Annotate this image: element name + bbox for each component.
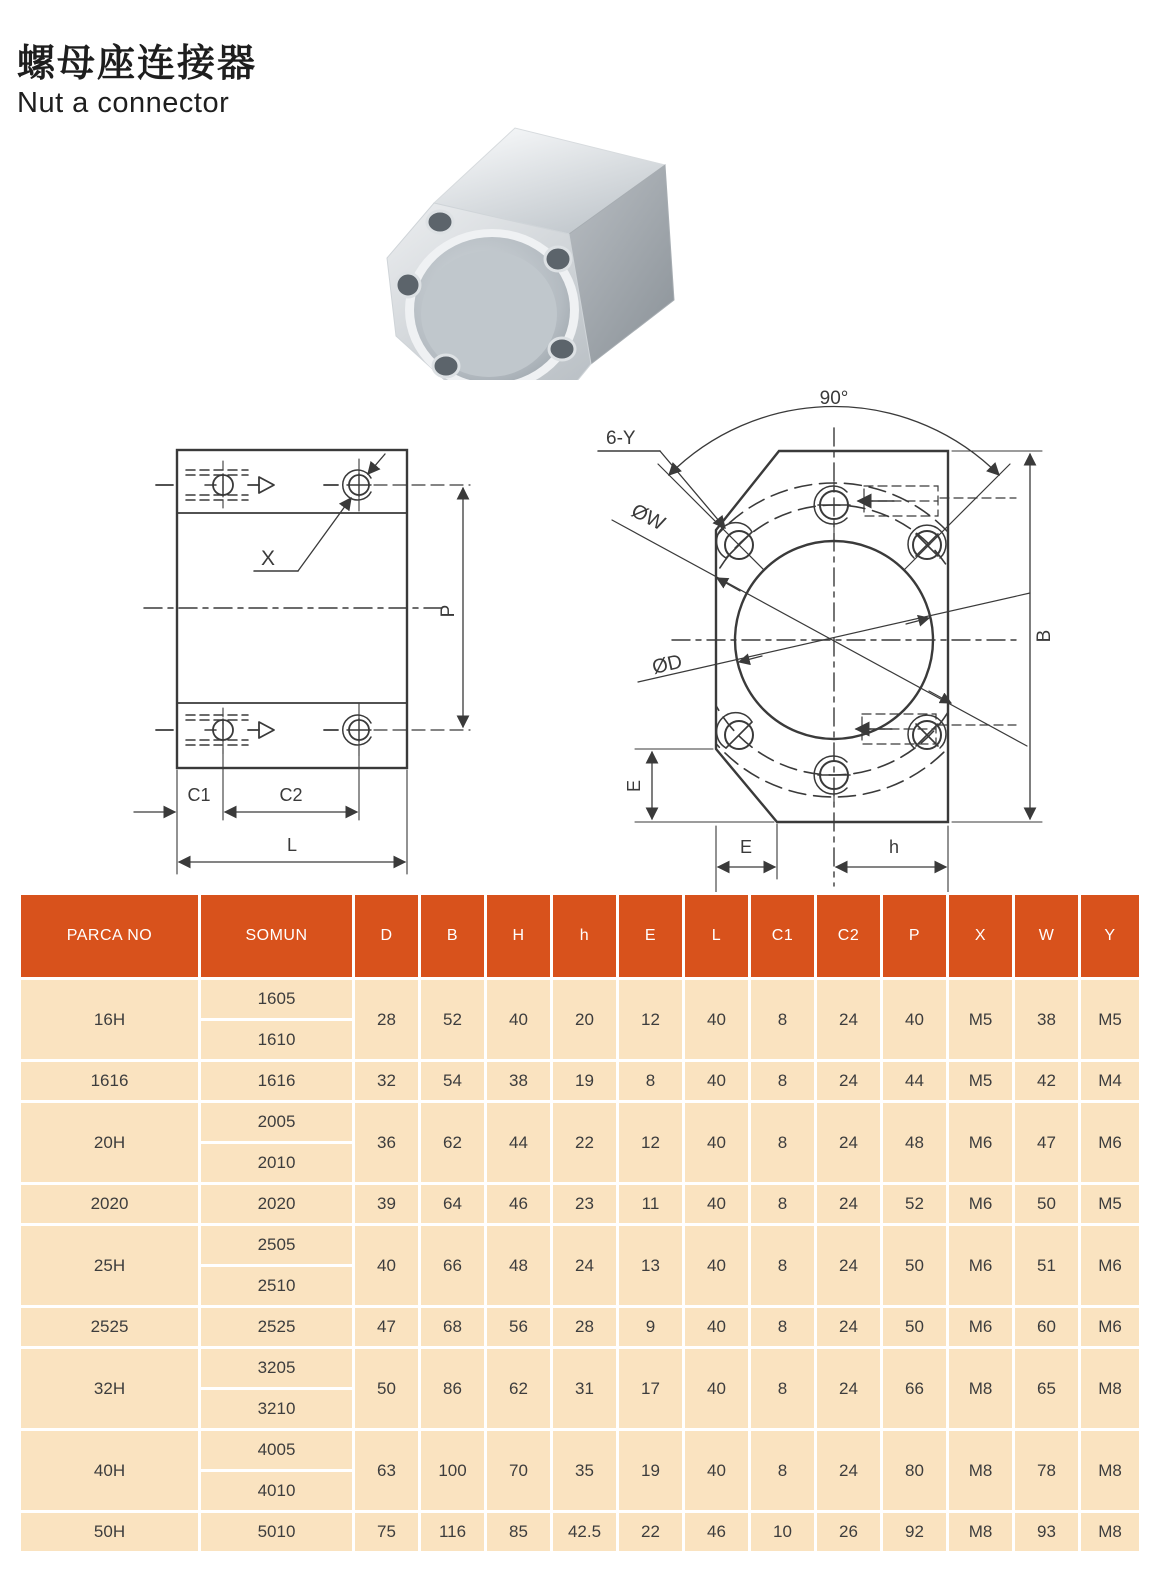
- label-90deg: 90°: [819, 388, 849, 409]
- label-l: L: [286, 835, 298, 855]
- page-title-zh: 螺母座连接器: [17, 43, 258, 85]
- cell-value: 75: [354, 1512, 420, 1553]
- cell-parca: 20H: [20, 1102, 200, 1184]
- cell-somun: 2010: [200, 1143, 354, 1184]
- cell-value: 52: [882, 1184, 948, 1225]
- cell-value: 66: [420, 1225, 486, 1307]
- cell-parca: 16H: [20, 979, 200, 1061]
- col-header-e: E: [618, 894, 684, 979]
- label-b: B: [1034, 629, 1055, 643]
- cell-value: 47: [354, 1307, 420, 1348]
- cell-parca: 2525: [20, 1307, 200, 1348]
- cell-value: 38: [486, 1061, 552, 1102]
- cell-value: 63: [354, 1430, 420, 1512]
- cell-value: 8: [750, 1307, 816, 1348]
- label-phi-w: ØW: [627, 499, 669, 536]
- cell-value: M8: [948, 1512, 1014, 1553]
- col-header-h2: h: [552, 894, 618, 979]
- cell-somun: 1610: [200, 1020, 354, 1061]
- col-header-c2: C2: [816, 894, 882, 979]
- cell-value: M5: [948, 979, 1014, 1061]
- cell-value: M6: [948, 1184, 1014, 1225]
- table-row: [20, 1061, 1141, 1102]
- label-e-bottom: E: [739, 837, 753, 857]
- cell-value: M5: [1080, 1184, 1141, 1225]
- cell-value: 8: [750, 1430, 816, 1512]
- cell-somun: 1605: [200, 979, 354, 1020]
- cell-value: 19: [618, 1430, 684, 1512]
- col-header-b: B: [420, 894, 486, 979]
- label-c2: C2: [279, 785, 303, 805]
- cell-somun: 4005: [200, 1430, 354, 1471]
- side-view-drawing: [128, 428, 488, 878]
- cell-value: M8: [1080, 1348, 1141, 1430]
- cell-value: 12: [618, 979, 684, 1061]
- cell-value: 100: [420, 1430, 486, 1512]
- col-header-y: Y: [1080, 894, 1141, 979]
- cell-value: 24: [816, 1102, 882, 1184]
- col-header-h: H: [486, 894, 552, 979]
- table-row: [20, 1184, 1141, 1225]
- label-6y: 6-Y: [606, 428, 636, 449]
- cell-value: 8: [618, 1061, 684, 1102]
- label-phi-d: ØD: [650, 650, 685, 679]
- cell-somun: 2505: [200, 1225, 354, 1266]
- cell-value: 64: [420, 1184, 486, 1225]
- cell-value: 8: [750, 1348, 816, 1430]
- cell-value: 40: [486, 979, 552, 1061]
- cell-value: 48: [486, 1225, 552, 1307]
- cell-value: M5: [1080, 979, 1141, 1061]
- cell-value: 40: [684, 1430, 750, 1512]
- cell-value: 24: [816, 1430, 882, 1512]
- cell-value: 23: [552, 1184, 618, 1225]
- cell-value: 8: [750, 1184, 816, 1225]
- cell-value: 24: [816, 1061, 882, 1102]
- table-row: [20, 1430, 1141, 1471]
- cell-value: 50: [882, 1307, 948, 1348]
- cell-value: 50: [1014, 1184, 1080, 1225]
- cell-value: 66: [882, 1348, 948, 1430]
- cell-somun: 2020: [200, 1184, 354, 1225]
- cell-value: M6: [1080, 1307, 1141, 1348]
- cell-value: 13: [618, 1225, 684, 1307]
- connector-block-illustration: [387, 128, 674, 380]
- cell-somun: 4010: [200, 1471, 354, 1512]
- cell-value: 22: [552, 1102, 618, 1184]
- cell-value: 46: [684, 1512, 750, 1553]
- cell-value: 12: [618, 1102, 684, 1184]
- cell-value: 36: [354, 1102, 420, 1184]
- dimension-phi-w: [612, 520, 1027, 746]
- cell-value: 40: [354, 1225, 420, 1307]
- cell-value: 44: [882, 1061, 948, 1102]
- cell-value: 8: [750, 1102, 816, 1184]
- cell-parca: 40H: [20, 1430, 200, 1512]
- cell-value: 92: [882, 1512, 948, 1553]
- cell-value: 62: [420, 1102, 486, 1184]
- cell-value: 26: [816, 1512, 882, 1553]
- cell-value: 24: [816, 1225, 882, 1307]
- cell-parca: 25H: [20, 1225, 200, 1307]
- cell-value: 35: [552, 1430, 618, 1512]
- cell-value: 40: [684, 1102, 750, 1184]
- cell-value: 80: [882, 1430, 948, 1512]
- cell-value: M8: [948, 1430, 1014, 1512]
- cell-value: 65: [1014, 1348, 1080, 1430]
- cell-value: M8: [1080, 1512, 1141, 1553]
- cell-value: 24: [816, 979, 882, 1061]
- cell-value: 10: [750, 1512, 816, 1553]
- col-header-c1: C1: [750, 894, 816, 979]
- cell-value: 17: [618, 1348, 684, 1430]
- cell-parca: 1616: [20, 1061, 200, 1102]
- cell-somun: 2525: [200, 1307, 354, 1348]
- cell-parca: 2020: [20, 1184, 200, 1225]
- cell-value: 8: [750, 979, 816, 1061]
- cell-value: M6: [1080, 1102, 1141, 1184]
- cell-value: M6: [948, 1225, 1014, 1307]
- cell-value: 40: [684, 979, 750, 1061]
- cell-value: 40: [684, 1307, 750, 1348]
- cell-value: M8: [948, 1348, 1014, 1430]
- table-row: [20, 1348, 1141, 1389]
- cell-somun: 2510: [200, 1266, 354, 1307]
- cell-value: 44: [486, 1102, 552, 1184]
- cell-somun: 1616: [200, 1061, 354, 1102]
- cell-value: 116: [420, 1512, 486, 1553]
- col-header-l: L: [684, 894, 750, 979]
- label-h-small: h: [888, 837, 900, 857]
- cell-value: 86: [420, 1348, 486, 1430]
- cell-value: 38: [1014, 979, 1080, 1061]
- cell-value: 28: [354, 979, 420, 1061]
- cell-value: 40: [882, 979, 948, 1061]
- cell-value: 47: [1014, 1102, 1080, 1184]
- cell-value: 40: [684, 1225, 750, 1307]
- front-view-drawing: [578, 374, 1068, 954]
- cell-value: 50: [882, 1225, 948, 1307]
- cell-somun: 2005: [200, 1102, 354, 1143]
- table-row: [20, 1307, 1141, 1348]
- cell-value: 32: [354, 1061, 420, 1102]
- title-block: [17, 44, 257, 120]
- label-x: X: [260, 547, 276, 570]
- front-view-holes: [717, 482, 946, 802]
- col-header-somun: SOMUN: [200, 894, 354, 979]
- table-row: [20, 1102, 1141, 1143]
- cell-value: 62: [486, 1348, 552, 1430]
- thread-depth-symbols: [856, 486, 1016, 744]
- cell-value: 40: [684, 1348, 750, 1430]
- cell-value: 39: [354, 1184, 420, 1225]
- cell-value: M4: [1080, 1061, 1141, 1102]
- cell-value: 31: [552, 1348, 618, 1430]
- cell-parca: 32H: [20, 1348, 200, 1430]
- cell-value: 52: [420, 979, 486, 1061]
- col-header-x: X: [948, 894, 1014, 979]
- page-title-en: Nut a connector: [17, 86, 230, 119]
- col-header-w: W: [1014, 894, 1080, 979]
- cell-value: 8: [750, 1061, 816, 1102]
- cell-value: 51: [1014, 1225, 1080, 1307]
- cell-value: M5: [948, 1061, 1014, 1102]
- table-row: [20, 979, 1141, 1020]
- cell-value: M6: [948, 1102, 1014, 1184]
- cell-value: 42.5: [552, 1512, 618, 1553]
- cell-value: 24: [816, 1348, 882, 1430]
- cell-value: M6: [948, 1307, 1014, 1348]
- cell-value: 24: [816, 1307, 882, 1348]
- cell-value: 50: [354, 1348, 420, 1430]
- cell-value: 68: [420, 1307, 486, 1348]
- cell-value: M6: [1080, 1225, 1141, 1307]
- table-row: [20, 1512, 1141, 1553]
- spec-table: [18, 892, 1142, 1554]
- dimension-b: [952, 451, 1042, 822]
- cell-value: 24: [816, 1184, 882, 1225]
- dimension-e-side: [635, 749, 774, 822]
- label-c1: C1: [187, 785, 211, 805]
- cell-value: 24: [552, 1225, 618, 1307]
- cell-somun: 3210: [200, 1389, 354, 1430]
- col-header-parca-no: PARCA NO: [20, 894, 200, 979]
- cell-value: 11: [618, 1184, 684, 1225]
- cell-value: 85: [486, 1512, 552, 1553]
- col-header-p: P: [882, 894, 948, 979]
- label-e-side: E: [624, 779, 644, 793]
- cell-value: 40: [684, 1184, 750, 1225]
- cell-value: 93: [1014, 1512, 1080, 1553]
- cell-value: 70: [486, 1430, 552, 1512]
- cell-value: 60: [1014, 1307, 1080, 1348]
- cell-value: 40: [684, 1061, 750, 1102]
- cell-value: 48: [882, 1102, 948, 1184]
- cell-value: 54: [420, 1061, 486, 1102]
- cell-value: 22: [618, 1512, 684, 1553]
- cell-value: 19: [552, 1061, 618, 1102]
- product-photo: [372, 108, 677, 380]
- cell-value: 8: [750, 1225, 816, 1307]
- col-header-d: D: [354, 894, 420, 979]
- label-p: P: [438, 604, 459, 618]
- table-row: [20, 1225, 1141, 1266]
- cell-value: 20: [552, 979, 618, 1061]
- cell-value: 78: [1014, 1430, 1080, 1512]
- cell-somun: 5010: [200, 1512, 354, 1553]
- cell-somun: 3205: [200, 1348, 354, 1389]
- table-header-row: [20, 894, 1141, 979]
- cell-value: M8: [1080, 1430, 1141, 1512]
- cell-value: 42: [1014, 1061, 1080, 1102]
- cell-value: 56: [486, 1307, 552, 1348]
- cell-value: 28: [552, 1307, 618, 1348]
- cell-parca: 50H: [20, 1512, 200, 1553]
- dimension-c1-c2-l: [134, 746, 407, 874]
- cell-value: 46: [486, 1184, 552, 1225]
- cell-value: 9: [618, 1307, 684, 1348]
- front-view-body: [658, 428, 1016, 886]
